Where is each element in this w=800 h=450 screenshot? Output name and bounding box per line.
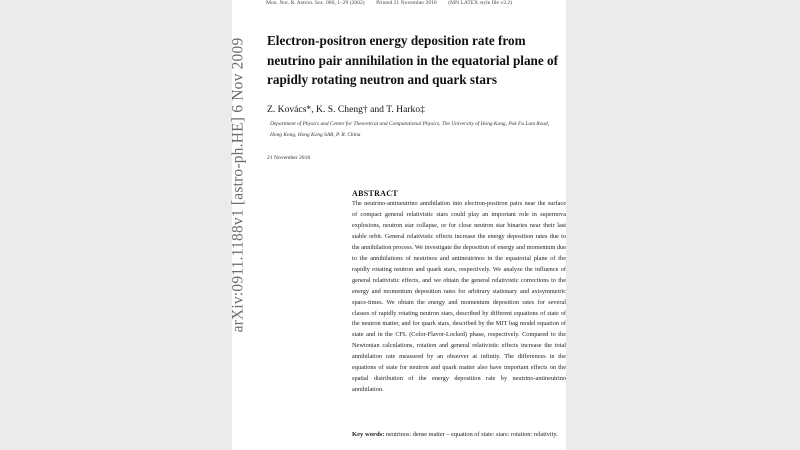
keywords (352, 430, 566, 441)
paper-date: 21 November 2018 (267, 155, 311, 161)
abstract-heading: ABSTRACT (352, 189, 398, 198)
keywords-text: neutrinos: dense matter – equation of state: stars: rotation: relativity. (386, 431, 558, 438)
journal-citation: Mon. Not. R. Astron. Soc. 000, 1–29 (2002) (266, 0, 365, 6)
arxiv-stamp-text: arXiv:0911.1188v1 [astro-ph.HE] 6 Nov 2009 (229, 37, 247, 333)
paper-authors: Z. Kovács*, K. S. Cheng† and T. Harko‡ (267, 104, 425, 115)
abstract-body: The neutrino-antineutrino annihilation into electron-positron pairs near the surface of compact general relativistic stars could play an important role in supernova explosions, neutron star collapse, or for close neutron star binaries near their last stable orbit. General relativistic effects increase the energy deposition rates due to the annihilation process. We investigate the deposition of energy and momentum due to the annihilations of neutrinos and antineutrinos in the equatorial plane of the rapidly rotating neutron and quark stars, respectively. We analyze the influence of general relativistic effects, and we obtain the general relativistic corrections to the energy and momentum deposition rates for arbitrary stationary and axisymmetric space-times. We obtain the energy and momentum deposition rates for several classes of rapidly rotating neutron stars, described by different equations of state of the neutron matter, and for quark stars, described by the MIT bag model equation of state and in the CFL (Color-Flavor-Locked) phase, respectively. Compared to the Newtonian calculations, rotation and general relativistic effects increase the total annihilation rate measured by an observer at infinity. The differences in the equations of state for neutron and quark matter also have important effects on the spatial distribution of the energy deposition rate by neutrino-antineutrino annihilation. (352, 200, 567, 394)
style-file: (MN LATEX style file v2.2) (448, 0, 513, 6)
running-header (266, 0, 556, 6)
printed-date: Printed 21 November 2018 (376, 0, 437, 6)
author-affiliation: Department of Physics and Center for Theoretical and Computational Physics, The University of Hong Kong, Pok Fu Lam Road, Hong Kong, Hong Kong SAR, P. R. China (270, 121, 550, 138)
paper-title: Electron-positron energy deposition rate from neutrino pair annihilation in the equatorial plane of rapidly rotating neutron and quark stars (267, 33, 559, 87)
arxiv-stamp (226, 37, 250, 333)
keywords-label: Key words: (352, 431, 385, 438)
